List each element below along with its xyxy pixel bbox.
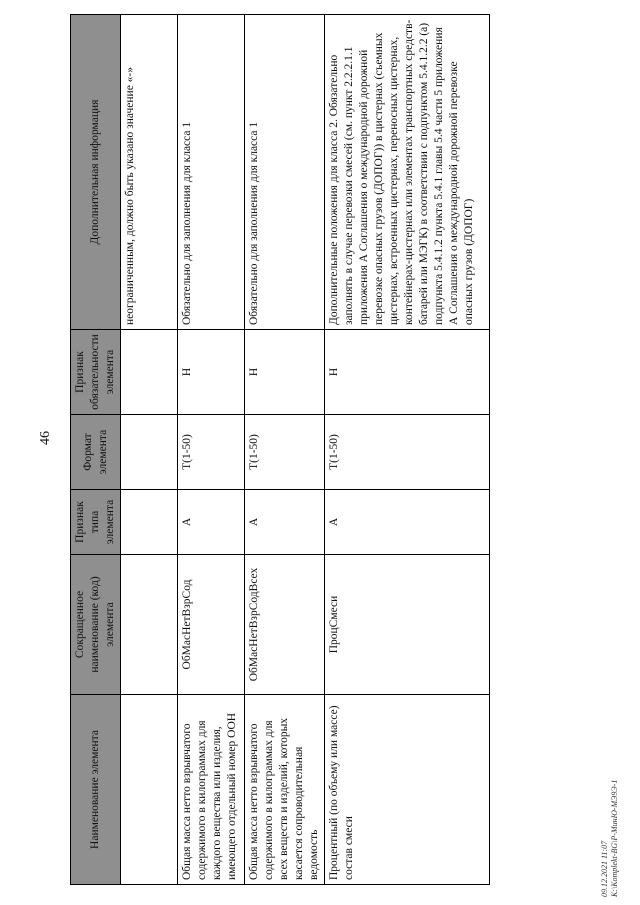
cell-name: Процентный (по объему или массе) состав смеси bbox=[325, 695, 490, 885]
header-element-format: Формат элемента bbox=[71, 415, 121, 490]
rotated-table-container bbox=[70, 15, 590, 885]
cell-code: ОбМасНетВзрСод bbox=[178, 555, 245, 695]
cell-name: Общая масса нетто взрывчатого содержимого в килограммах для каждого вещества или изделия, имеющего отдельный номер ООН bbox=[178, 695, 245, 885]
cell-type bbox=[121, 490, 178, 555]
header-additional-info: Дополнительная информация bbox=[71, 15, 121, 330]
cell-type: А bbox=[245, 490, 325, 555]
table-row bbox=[178, 15, 245, 885]
cell-code bbox=[121, 555, 178, 695]
cell-required: Н bbox=[178, 330, 245, 415]
elements-table bbox=[70, 14, 490, 885]
cell-info: Дополнительные положения для класса 2. Обязательно заполнять в случае перевозки смесей (см. пункт 2.2.2.1.1 приложения А Соглашения о международной дорожной перевозке опасных грузов (ДОПОГ)) в цистернах (съемных цистернах, встроенных цистернах, переносных цистернах, контейнерах-цистернах или элементах транспортных средств-батарей или МЭГК) в соответствии с подпунктом 5.4.1.2.2 (a) подпункта 5.4.1.2 пункта 5.4.1 главы 5.4 части 5 приложения А Соглашения о международной дорожной перевозке опасных грузов (ДОПОГ) bbox=[325, 15, 490, 330]
header-element-required: Признак обязательности элемента bbox=[71, 330, 121, 415]
cell-format: T(1-50) bbox=[245, 415, 325, 490]
footer-timestamp: 09.12.2021 11:07 bbox=[600, 840, 609, 897]
cell-info: Обязательно для заполнения для класса 1 bbox=[178, 15, 245, 330]
table-header-row bbox=[71, 15, 121, 885]
cell-code: ПроцСмеси bbox=[325, 555, 490, 695]
page-number: 46 bbox=[38, 431, 53, 445]
cell-format: T(1-50) bbox=[178, 415, 245, 490]
cell-required: Н bbox=[325, 330, 490, 415]
table-row bbox=[121, 15, 178, 885]
cell-type: А bbox=[178, 490, 245, 555]
cell-type: А bbox=[325, 490, 490, 555]
cell-format: T(1-50) bbox=[325, 415, 490, 490]
footer-file-path: К:\Komplekt-ВG\Р-МинЮ-МЭ9Э-1 bbox=[610, 779, 619, 897]
header-element-type: Признак типа элемента bbox=[71, 490, 121, 555]
table-row bbox=[245, 15, 325, 885]
cell-format bbox=[121, 415, 178, 490]
cell-required: Н bbox=[245, 330, 325, 415]
cell-info: неограниченным, должно быть указано значение «-» bbox=[121, 15, 178, 330]
cell-name: Общая масса нетто взрывчатого содержимого в килограммах для всех веществ и изделий, которых касается сопроводительная ведомость bbox=[245, 695, 325, 885]
table-row bbox=[325, 15, 490, 885]
header-element-code: Сокращенное наименование (код) элемента bbox=[71, 555, 121, 695]
cell-required bbox=[121, 330, 178, 415]
cell-info: Обязательно для заполнения для класса 1 bbox=[245, 15, 325, 330]
footer-stamp bbox=[600, 780, 620, 905]
cell-code: ОбМасНетВзрСодВсех bbox=[245, 555, 325, 695]
header-element-name: Наименование элемента bbox=[71, 695, 121, 885]
cell-name bbox=[121, 695, 178, 885]
